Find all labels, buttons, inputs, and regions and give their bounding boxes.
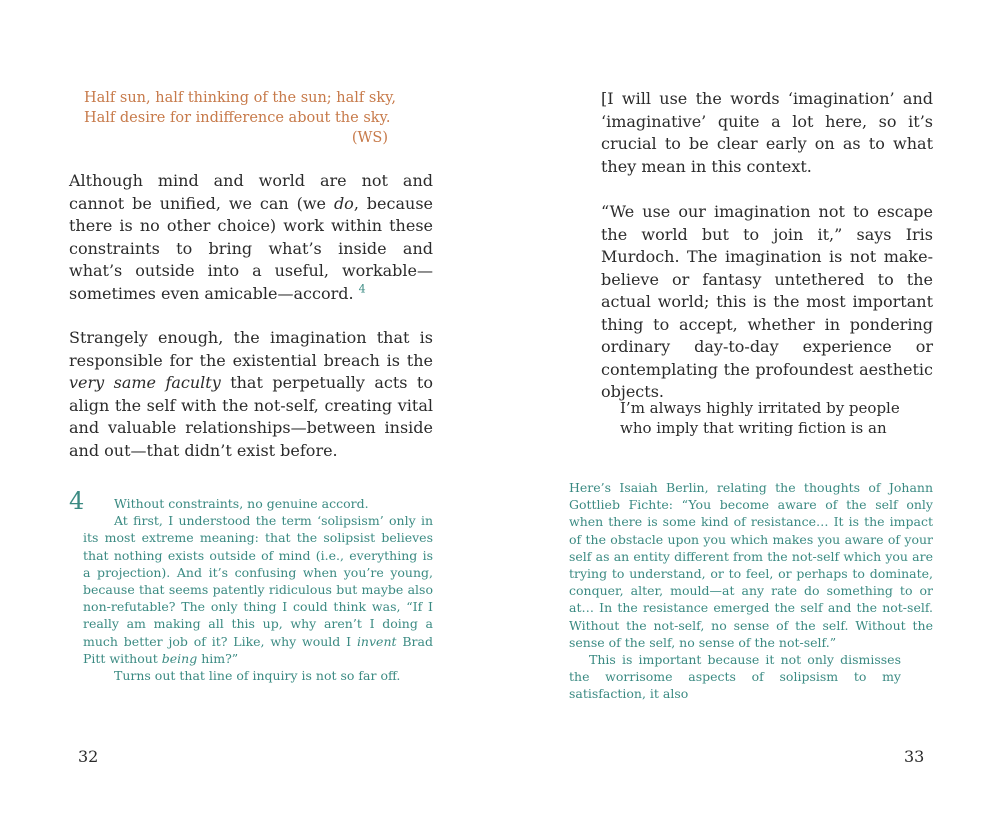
blockquote-line-2: who imply that writing fiction is an [620,419,887,437]
text: At first, I understood the term ‘solipsism’ only in its most extreme meaning: that the solipsist believes that nothing exists outside of mind (i.e., everything is a projection). And it’s confusing when you’re young, because that seems patently ridiculous but maybe also non-refutable? The only thing I could think was, “If I really am making all this up, why aren’t I doing a much better job of it? Like, why would I [83,513,433,649]
text: him?” [197,650,239,666]
page-number: 33 [904,747,925,766]
epigraph-line-2: Half desire for indifference about the sky. [84,110,391,126]
footnote-body [83,512,433,667]
text: , because there is no other choice) work within these constraints to bring what’s inside and what’s outside into a useful, workable—sometimes even amicable—accord. [69,193,434,303]
side-note-paragraph-2: This is important because it not only dismisses the worrisome aspects of solipsism to my satisfaction, it also [569,652,901,702]
blockquote [620,398,900,438]
emphasis: being [161,650,198,666]
side-note [569,479,933,703]
text: Although mind and world are not and cannot be unified, we can (we [69,171,433,213]
footnote-heading: Without constraints, no genuine accord. [114,496,369,511]
side-note-paragraph-1: Here’s Isaiah Berlin, relating the thoughts of Johann Gottlieb Fichte: “You become aware of the self only when there is some kind of resistance… It is the impact of the obstacle upon you which makes you aware of your self as an entity different from the not-self which you are trying to understand, or to feel, or perhaps to dominate, conquer, alter, mould—at any rate do something to or at… In the resistance emerged the self and the not-self. Without the not-self, no sense of the self. Without the sense of the self, no sense of the not-self.” [569,480,933,650]
page-number: 32 [78,747,99,766]
epigraph [84,88,397,148]
left-paragraph-2 [69,327,433,462]
left-paragraph-1 [69,170,433,305]
blockquote-line-1: I’m always highly irritated by people [620,399,900,417]
footnote-number: 4 [69,487,85,515]
text: that perpetually acts to align the self with the not-self, creating vital and valuable relationships—between inside and out—that didn’t exist before. [69,373,433,460]
emphasis: do [333,193,354,213]
right-paragraph-1: [I will use the words ‘imagination’ and ‘imaginative’ quite a lot here, so it’s crucial to be clear early on as to what they mean in this context. [601,89,933,176]
epigraph-line-1: Half sun, half thinking of the sun; half sky, [84,90,397,106]
emphasis: very same faculty [69,373,221,392]
footnote-reference[interactable]: 4 [358,282,366,296]
text: Strangely enough, the imagination that is responsible for the existential breach is the [69,328,433,370]
epigraph-attribution: (WS) [351,130,388,146]
footnote [83,495,433,684]
text: Brad Pitt without [83,633,433,666]
right-paragraph-2: “We use our imagination not to escape the world but to join it,” says Iris Murdoch. The imagination is not make-believe or fantasy untethered to the actual world; this is the most important thing to accept, whether in pondering ordinary day-to-day experience or contemplating the profoundest aesthetic objects. [601,202,933,401]
right-page [500,0,1000,818]
emphasis: invent [356,633,397,649]
footnote-last-line: Turns out that line of inquiry is not so far off. [114,668,401,684]
